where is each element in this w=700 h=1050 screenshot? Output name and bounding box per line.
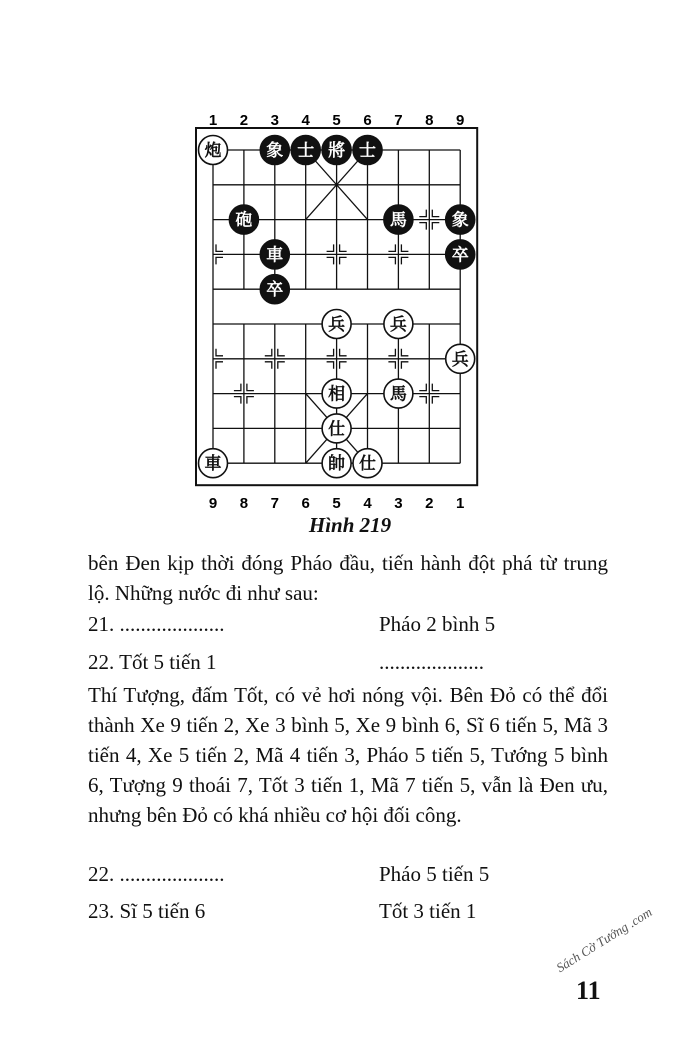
bottom-file-label: 9 — [208, 495, 218, 510]
move-left: 22. .................... — [88, 862, 225, 886]
position-marker — [216, 257, 223, 264]
position-marker — [278, 349, 285, 356]
paragraph-intro: bên Đen kịp thời đóng Pháo đầu, tiến hành đột phá từ trung lộ. Những nước đi như sau: — [88, 551, 608, 605]
piece-glyph: 車 — [204, 454, 222, 475]
position-marker — [432, 384, 439, 391]
position-marker — [432, 210, 439, 217]
top-file-label: 6 — [363, 112, 372, 129]
move-right: Pháo 2 bình 5 — [379, 612, 496, 636]
position-marker — [265, 349, 272, 356]
piece-glyph: 炮 — [204, 141, 222, 161]
position-marker — [265, 362, 272, 369]
bottom-file-label: 7 — [270, 495, 279, 510]
position-marker — [401, 257, 408, 264]
position-marker — [340, 349, 347, 356]
piece-glyph: 兵 — [328, 315, 346, 335]
move-right: .................... — [379, 650, 484, 674]
piece-glyph: 卒 — [266, 280, 284, 301]
move-left: 23. Sĩ 5 tiến 6 — [88, 899, 206, 923]
position-marker — [340, 244, 347, 251]
piece-glyph: 將 — [328, 141, 346, 161]
top-file-label: 3 — [270, 112, 279, 129]
piece-glyph: 車 — [266, 245, 284, 266]
top-file-label: 7 — [394, 112, 403, 129]
bottom-file-label: 4 — [363, 495, 372, 510]
piece-glyph: 相 — [328, 384, 346, 405]
position-marker — [216, 244, 223, 251]
piece-glyph: 兵 — [451, 349, 469, 370]
position-marker — [340, 362, 347, 369]
position-marker — [327, 349, 334, 356]
position-marker — [388, 257, 395, 264]
piece-glyph: 卒 — [451, 245, 469, 266]
piece-glyph: 帥 — [328, 454, 346, 475]
page-number: 11 — [576, 976, 601, 1005]
top-file-label: 9 — [456, 112, 465, 129]
move-right: Pháo 5 tiến 5 — [379, 862, 490, 886]
position-marker — [388, 362, 395, 369]
piece-glyph: 仕 — [359, 454, 376, 475]
bottom-file-label: 5 — [332, 495, 341, 510]
move-left: 22. Tốt 5 tiến 1 — [88, 650, 217, 674]
piece-glyph: 士 — [297, 141, 315, 161]
position-marker — [419, 397, 426, 404]
bottom-file-label: 2 — [425, 495, 434, 510]
position-marker — [216, 349, 223, 356]
paragraph-comment: Thí Tượng, đấm Tốt, có vẻ hơi nóng vội. Bên Đỏ có thể đổi thành Xe 9 tiến 2, Xe 3 bình 5, Xe 9 bình 6, Sĩ 6 tiến 5, Mã 3 tiến 4, Xe 5 tiến 2, Mã 4 tiến 3, Pháo 5 tiến 5, Tướng 5 bình 6, Tượng 9 thoái 7, Tốt 3 tiến 1, Mã 7 tiến 5, vẫn là Đen ưu, nhưng bên Đỏ có khá nhiều cơ hội đối công. — [88, 683, 608, 827]
xiangqi-board-diagram — [0, 0, 700, 510]
top-file-label: 8 — [425, 112, 434, 129]
piece-glyph: 仕 — [328, 419, 346, 440]
piece-glyph: 兵 — [389, 315, 407, 335]
position-marker — [216, 362, 223, 369]
move-right: Tốt 3 tiến 1 — [379, 899, 477, 923]
position-marker — [419, 223, 426, 230]
bottom-file-label: 6 — [301, 495, 310, 510]
position-marker — [234, 397, 241, 404]
figure-caption: Hình 219 — [308, 513, 392, 537]
position-marker — [419, 210, 426, 217]
top-file-label: 1 — [208, 112, 218, 129]
piece-glyph: 象 — [266, 141, 284, 161]
position-marker — [432, 397, 439, 404]
position-marker — [401, 244, 408, 251]
position-marker — [401, 349, 408, 356]
piece-glyph: 象 — [451, 210, 469, 231]
position-marker — [340, 257, 347, 264]
position-marker — [432, 223, 439, 230]
top-file-label: 5 — [332, 112, 341, 129]
position-marker — [401, 362, 408, 369]
position-marker — [419, 384, 426, 391]
bottom-file-label: 3 — [394, 495, 403, 510]
position-marker — [388, 244, 395, 251]
piece-glyph: 士 — [359, 141, 376, 161]
position-marker — [327, 257, 334, 264]
position-marker — [247, 384, 254, 391]
position-marker — [327, 362, 334, 369]
position-marker — [234, 384, 241, 391]
position-marker — [388, 349, 395, 356]
move-left: 21. .................... — [88, 612, 225, 636]
piece-glyph: 馬 — [389, 384, 407, 405]
bottom-file-label: 1 — [456, 495, 465, 510]
top-file-label: 2 — [239, 112, 249, 129]
piece-glyph: 馬 — [389, 210, 407, 231]
watermark-logo: Sách Cờ Tướng .com — [553, 904, 655, 976]
bottom-file-label: 8 — [239, 495, 249, 510]
top-file-label: 4 — [301, 112, 310, 129]
position-marker — [247, 397, 254, 404]
position-marker — [327, 244, 334, 251]
piece-glyph: 砲 — [235, 210, 253, 231]
position-marker — [278, 362, 285, 369]
